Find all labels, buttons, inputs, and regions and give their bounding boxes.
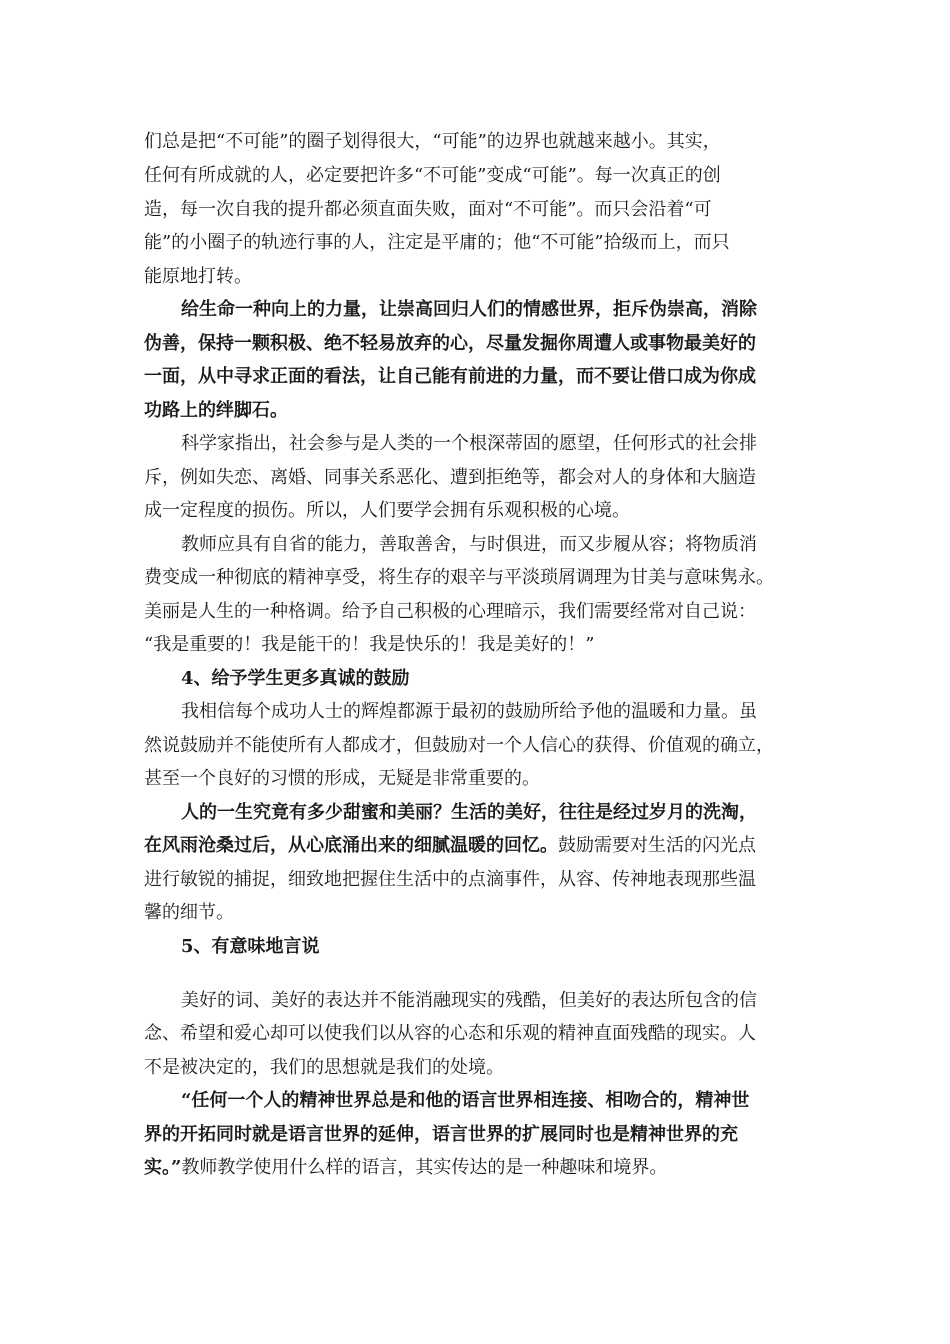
paragraph-line: 任何有所成就的人，必定要把许多“不可能”变成“可能”。每一次真正的创 bbox=[144, 165, 721, 186]
paragraph-line: 费变成一种彻底的精神享受，将生存的艰辛与平淡琐屑调理为甘美与意味隽永。 bbox=[144, 567, 774, 588]
bold-paragraph-line: 界的开拓同时就是语言世界的延伸，语言世界的扩展同时也是精神世界的充 bbox=[144, 1124, 738, 1145]
bold-paragraph-line: 给生命一种向上的力量，让崇高回归人们的情感世界，拒斥伪崇高，消除 bbox=[181, 299, 757, 320]
section-heading: 4、给予学生更多真诚的鼓励 bbox=[181, 668, 410, 689]
paragraph-line: 我相信每个成功人士的辉煌都源于最初的鼓励所给予他的温暖和力量。虽 bbox=[181, 701, 757, 722]
paragraph-line: 教师应具有自省的能力，善取善舍，与时俱进，而又步履从容；将物质消 bbox=[181, 534, 757, 555]
paragraph-line: 然说鼓励并不能使所有人都成才，但鼓励对一个人信心的获得、价值观的确立， bbox=[144, 735, 774, 756]
paragraph-line: “我是重要的！我是能干的！我是快乐的！我是美好的！” bbox=[144, 634, 595, 655]
bold-paragraph-line: “任何一个人的精神世界总是和他的语言世界相连接、相吻合的，精神世 bbox=[181, 1090, 750, 1111]
paragraph-line: 能原地打转。 bbox=[144, 266, 252, 287]
mixed-paragraph-line bbox=[144, 1156, 667, 1180]
paragraph-line: 能”的小圈子的轨迹行事的人，注定是平庸的；他“不可能”拾级而上，而只 bbox=[144, 232, 730, 253]
paragraph-line: 馨的细节。 bbox=[144, 902, 234, 923]
bold-paragraph-line: 一面，从中寻求正面的看法，让自己能有前进的力量，而不要让借口成为你成 bbox=[144, 366, 756, 387]
bold-paragraph-line: 功路上的绊脚石。 bbox=[144, 400, 288, 421]
paragraph-line: 念、希望和爱心却可以使我们以从容的心态和乐观的精神直面残酷的现实。人 bbox=[144, 1023, 756, 1044]
regular-span: 教师教学使用什么样的语言，其实传达的是一种趣味和境界。 bbox=[181, 1157, 668, 1178]
paragraph-line: 成一定程度的损伤。所以，人们要学会拥有乐观积极的心境。 bbox=[144, 500, 630, 521]
paragraph-line: 美好的词、美好的表达并不能消融现实的残酷，但美好的表达所包含的信 bbox=[181, 990, 757, 1011]
bold-span: 实。” bbox=[144, 1157, 182, 1178]
paragraph-line: 斥，例如失恋、离婚、同事关系恶化、遭到拒绝等，都会对人的身体和大脑造 bbox=[144, 467, 756, 488]
bold-span: 在风雨沧桑过后，从心底涌出来的细腻温暖的回忆。 bbox=[144, 835, 558, 856]
paragraph-line: 不是被决定的，我们的思想就是我们的处境。 bbox=[144, 1057, 504, 1078]
paragraph-line: 造，每一次自我的提升都必须直面失败，面对“不可能”。而只会沿着“可 bbox=[144, 199, 712, 220]
regular-span: 鼓励需要对生活的闪光点 bbox=[558, 835, 756, 856]
section-heading: 5、有意味地言说 bbox=[181, 936, 320, 957]
paragraph-line: 甚至一个良好的习惯的形成，无疑是非常重要的。 bbox=[144, 768, 540, 789]
bold-paragraph-line: 人的一生究竟有多少甜蜜和美丽？生活的美好，往往是经过岁月的洗淘， bbox=[181, 802, 757, 823]
paragraph-line: 们总是把“不可能”的圈子划得很大，“可能”的边界也就越来越小。其实， bbox=[144, 131, 721, 152]
mixed-paragraph-line bbox=[144, 834, 756, 858]
paragraph-line: 进行敏锐的捕捉，细致地把握住生活中的点滴事件，从容、传神地表现那些温 bbox=[144, 869, 756, 890]
paragraph-line: 科学家指出，社会参与是人类的一个根深蒂固的愿望，任何形式的社会排 bbox=[181, 433, 757, 454]
paragraph-line: 美丽是人生的一种格调。给予自己积极的心理暗示，我们需要经常对自己说： bbox=[144, 601, 756, 622]
bold-paragraph-line: 伪善，保持一颗积极、绝不轻易放弃的心，尽量发掘你周遭人或事物最美好的 bbox=[144, 333, 756, 354]
